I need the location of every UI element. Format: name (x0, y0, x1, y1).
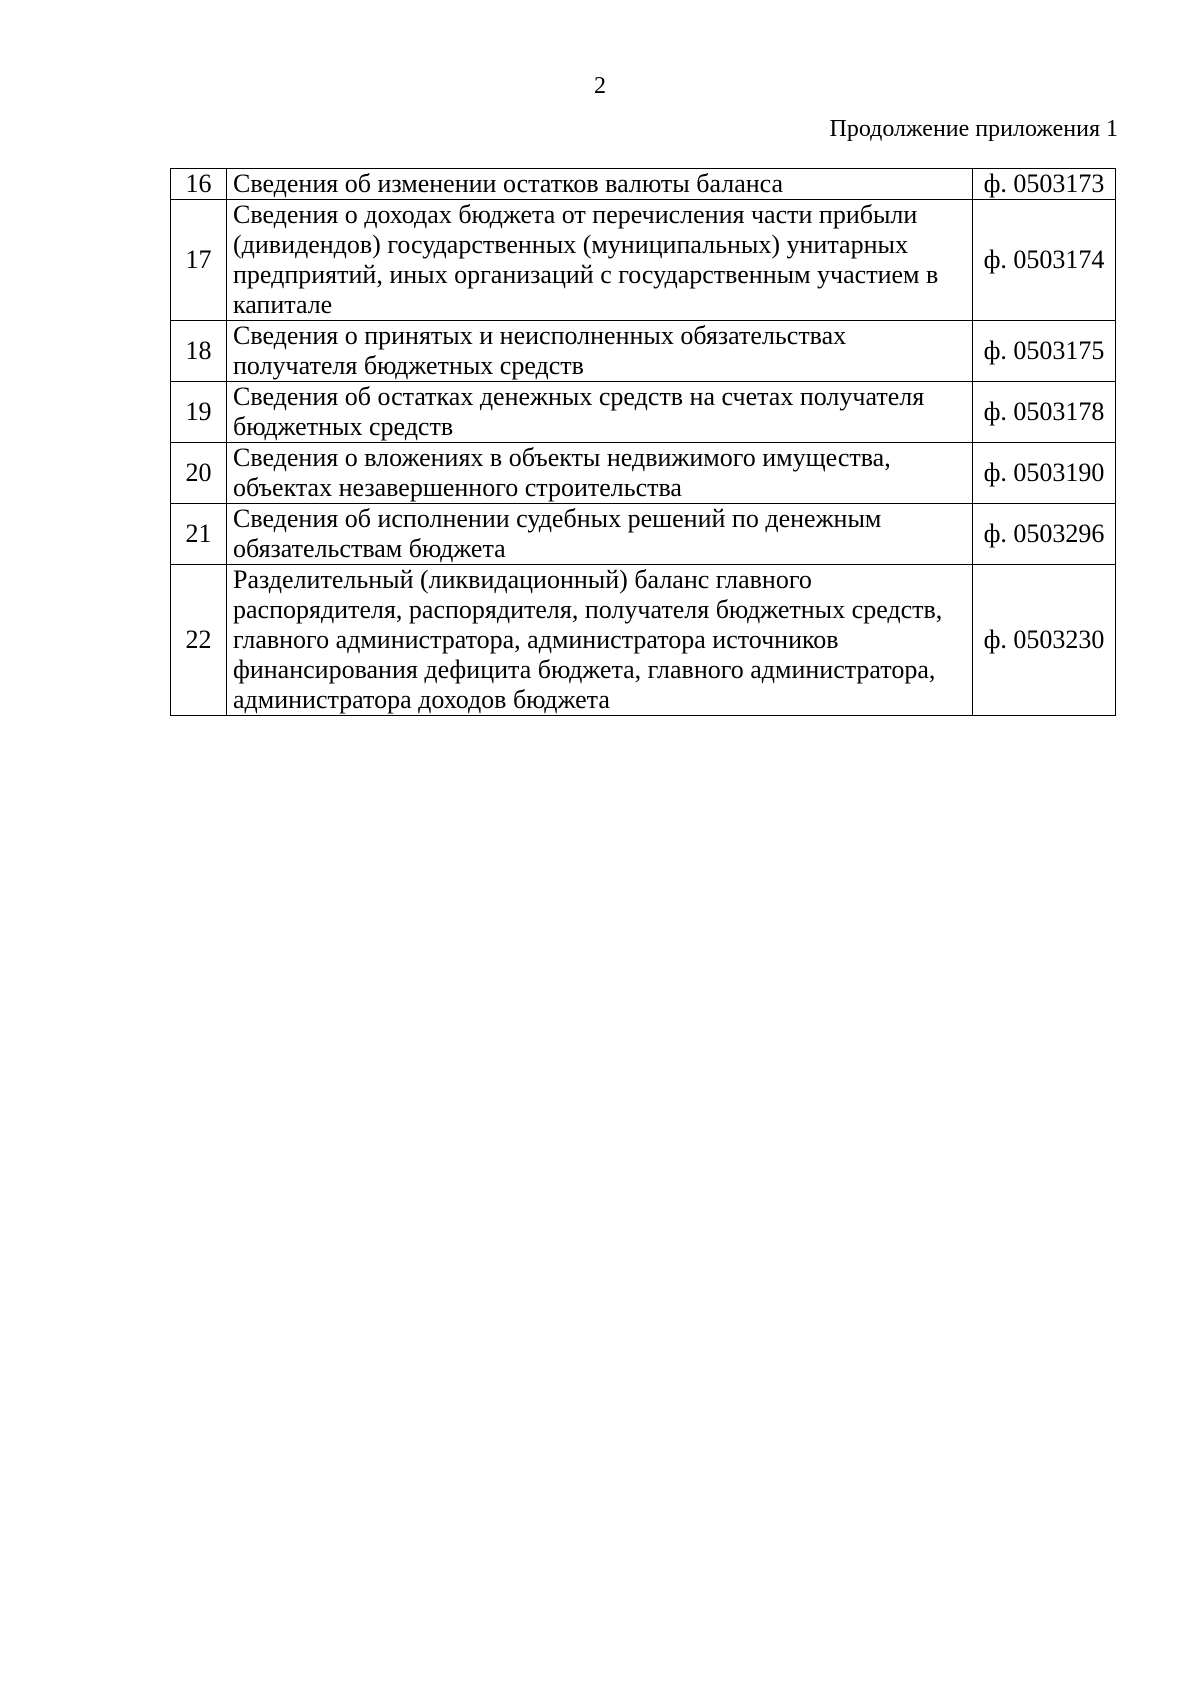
row-form-code: ф. 0503173 (973, 169, 1116, 200)
row-description: Сведения о принятых и неисполненных обязательствах получателя бюджетных средств (227, 321, 973, 382)
row-number: 16 (171, 169, 227, 200)
table-row (171, 169, 1116, 200)
row-description: Сведения об исполнении судебных решений по денежным обязательствам бюджета (227, 504, 973, 565)
row-description: Сведения об изменении остатков валюты баланса (227, 169, 973, 200)
table-row (171, 200, 1116, 321)
row-form-code: ф. 0503175 (973, 321, 1116, 382)
row-number: 22 (171, 565, 227, 716)
row-number: 20 (171, 443, 227, 504)
row-description: Сведения об остатках денежных средств на счетах получателя бюджетных средств (227, 382, 973, 443)
table-row (171, 321, 1116, 382)
row-form-code: ф. 0503174 (973, 200, 1116, 321)
row-form-code: ф. 0503230 (973, 565, 1116, 716)
appendix-continuation-label: Продолжение приложения 1 (829, 116, 1118, 142)
row-number: 21 (171, 504, 227, 565)
row-description: Разделительный (ликвидационный) баланс главного распорядителя, распорядителя, получателя бюджетных средств, главного администратора, администратора источников финансирования дефицита бюджета, главного администратора, администратора доходов бюджета (227, 565, 973, 716)
row-number: 18 (171, 321, 227, 382)
row-description: Сведения о вложениях в объекты недвижимого имущества, объектах незавершенного строительства (227, 443, 973, 504)
row-form-code: ф. 0503190 (973, 443, 1116, 504)
row-description: Сведения о доходах бюджета от перечисления части прибыли (дивидендов) государственных (муниципальных) унитарных предприятий, иных организаций с государственным участием в капитале (227, 200, 973, 321)
row-number: 17 (171, 200, 227, 321)
page-number: 2 (594, 73, 606, 99)
forms-table (170, 168, 1116, 716)
table-row (171, 443, 1116, 504)
table-row (171, 565, 1116, 716)
table-row (171, 504, 1116, 565)
table-row (171, 382, 1116, 443)
row-number: 19 (171, 382, 227, 443)
row-form-code: ф. 0503178 (973, 382, 1116, 443)
row-form-code: ф. 0503296 (973, 504, 1116, 565)
